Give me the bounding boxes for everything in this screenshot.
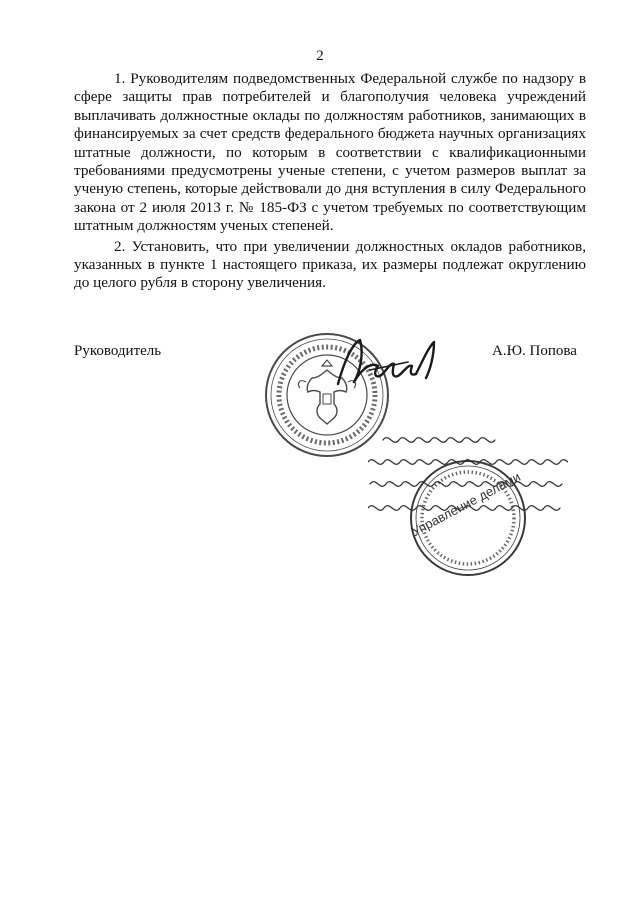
certification-stamp xyxy=(368,428,568,578)
page-number: 2 xyxy=(316,48,324,64)
paragraph-1: 1. Руководителям подведомственных Федеральной службе по надзору в сфере защиты прав потребителей и благополучия человека учреждений выплачивать должностные оклады по должностям работников, занимающих в финансируемых за счет средств федерального бюджета научных организациях штатные должности, по которым в соответствии с квалификационными требованиями предусмотрены ученые степени, с учетом размеров выплат за ученую степень, которые действовали до дня вступления в силу Федерального закона от 2 июля 2013 г. № 185-ФЗ с учетом требуемых по соответствующим штатным должностям ученых степеней. xyxy=(74,70,586,235)
document-body xyxy=(74,70,586,293)
stamp-center-text: Управление делами xyxy=(408,468,523,540)
signatory-title: Руководитель xyxy=(74,343,162,359)
handwritten-signature xyxy=(330,332,450,392)
paragraph-2: 2. Установить, что при увеличении должностных окладов работников, указанных в пункте 1 настоящего приказа, их размеры подлежат округлению до целого рубля в сторону увеличения. xyxy=(74,237,586,292)
signatory-name: А.Ю. Попова xyxy=(492,343,577,359)
